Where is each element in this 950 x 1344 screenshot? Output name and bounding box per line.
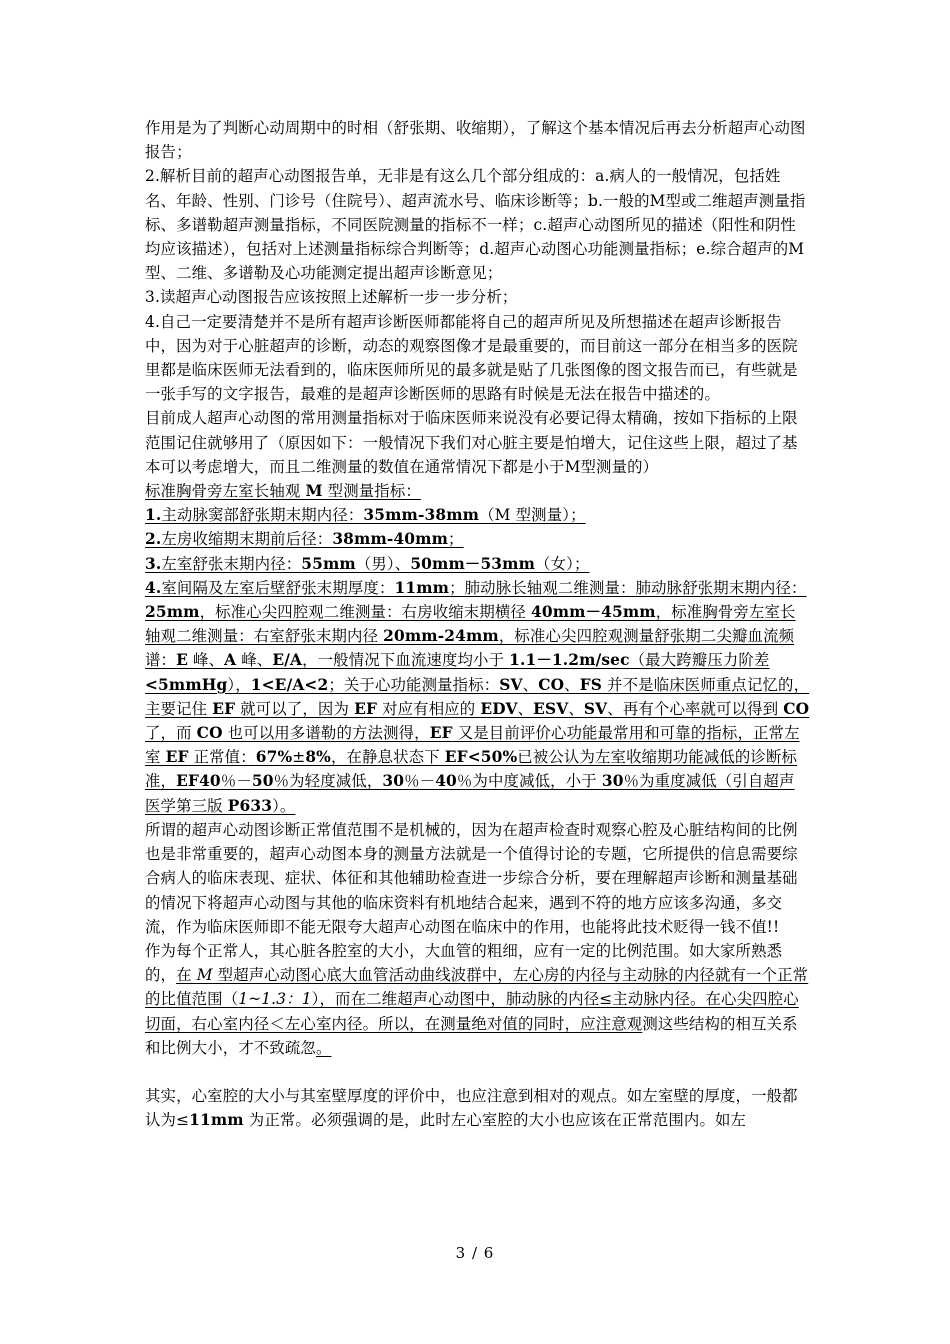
paragraph-spacer xyxy=(145,1060,810,1084)
indicator-left-ventricle: 3.左室舒张末期内径：55mm（男）、50mm－53mm（女）； xyxy=(145,554,590,573)
paragraph-limitations: 4.自己一定要清楚并不是所有超声诊断医师都能将自己的超声所见及所想描述在超声诊断报告中，因为对于心脏超声的诊断，动态的观察图像才是最重要的，而目前这一部分在相当多的医院里都是临床医师无法看到的，临床医师所见的最多就是贴了几张图像的图文报告而已，有些就是一张手写的文字报告，最难的是超声诊断医师的思路有时候是无法在报告中描述的。 xyxy=(145,312,798,404)
paragraph-report-structure: 2.解析目前的超声心动图报告单，无非是有这么几个部分组成的：a.病人的一般情况，包括姓名、年龄、性别、门诊号（住院号）、超声流水号、临床诊断等；b.一般的M型或二维超声测量指标、多谱勒超声测量指标，不同医院测量的指标不一样；c.超声心动图所见的描述（阳性和阴性均应该描述），包括对上述测量指标综合判断等；d.超声心动图心功能测量指标；e.综合超声的M型、二维、多谱勒及心功能测定提出超声诊断意见； xyxy=(145,167,806,283)
ratio-underlined-text: 在 M 型超声心动图心底大血管活动曲线波群中，左心房的内径与主动脉的内径就有一个正常的比值范围（1~1.3：1），而在二维超声心动图中，肺动脉的内径≤主动脉内径。在心尖四腔心切面，右心室内径＜左心室内径。所以，在测量绝对值的同时，应注意观 xyxy=(145,966,809,1033)
indicator-aortic-root: 1.主动脉窦部舒张期末期内径：35mm-38mm（M 型测量）； xyxy=(145,506,586,525)
indicator-wall-thickness-and-function: 4.室间隔及左室后壁舒张末期厚度：11mm；肺动脉长轴观二维测量：肺动脉舒张期末期内径：25mm，标准心尖四腔观二维测量：右房收缩末期横径 40mm－45mm，标准胸骨旁左室长轴观二维测量：右室舒张末期内径 20mm-24mm，标准心尖四腔观测量舒张期二尖瓣血流频谱：E 峰、A 峰、E/A，一般情况下血流速度均小于 1.1－1.2m/sec（最大跨瓣压力阶差 <5mmHg），1<E/A<2；关于心功能测量指标：SV、CO、FS 并不是临床医师重点记忆的，主要记住 EF 就可以了，因为 EF 对应有相应的 EDV、ESV、SV、再有个心率就可以得到 CO 了，而 CO 也可以用多谱勒的方法测得，EF 又是目前评价心功能最常用和可靠的指标，正常左室 EF 正常值：67%±8%，在静息状态下 EF<50%已被公认为左室收缩期功能减低的诊断标准，EF40％－50％为轻度减低，30％－40％为中度减低，小于 30％为重度减低（引自超声医学第三版 P633）。 xyxy=(145,578,810,815)
document-body xyxy=(145,116,810,1132)
paragraph-measurement-intro: 目前成人超声心动图的常用测量指标对于临床医师来说没有必要记得太精确，按如下指标的上限范围记住就够用了（原因如下：一般情况下我们对心脏主要是怕增大，记住这些上限，超过了基本可以考虑增大，而且二维测量的数值在通常情况下都是小于M型测量的） xyxy=(145,409,798,476)
paragraph-intro: 作用是为了判断心动周期中的时相（舒张期、收缩期），了解这个基本情况后再去分析超声心动图报告； xyxy=(145,119,806,162)
paragraph-chamber-ratio: 作为每个正常人，其心脏各腔室的大小，大血管的粗细，应有一定的比例范围。如大家所熟悉的，在 M 型超声心动图心底大血管活动曲线波群中，左心房的内径与主动脉的内径就有一个正常的比值范围（1~1.3：1），而在二维超声心动图中，肺动脉的内径≤主动脉内径。在心尖四腔心切面，右心室内径＜左心室内径。所以，在测量绝对值的同时，应注意观测这些结构的相互关系和比例大小，才不致疏忽。 xyxy=(145,941,809,1057)
indicator-left-atrium: 2.左房收缩期末期前后径：38mm-40mm； xyxy=(145,530,464,549)
paragraph-read-steps: 3.读超声心动图报告应该按照上述解析一步一步分析； xyxy=(145,288,518,307)
paragraph-normal-range-discussion: 所谓的超声心动图诊断正常值范围不是机械的，因为在超声检查时观察心腔及心脏结构间的比例也是非常重要的，超声心动图本身的测量方法就是一个值得讨论的专题，它所提供的信息需要综合病人的临床表现、症状、体征和其他辅助检查进一步综合分析，要在理解超声诊断和测量基础的情况下将超声心动图与其他的临床资料有机地结合起来，遇到不符的地方应该多沟通，多交流，作为临床医师即不能无限夸大超声心动图在临床中的作用，也能将此技术贬得一钱不值!! xyxy=(145,820,798,936)
section-heading-m-mode: 标准胸骨旁左室长轴观 M 型测量指标： xyxy=(145,482,421,501)
page-number: 3 / 6 xyxy=(455,1244,495,1262)
paragraph-wall-thickness-relative: 其实，心室腔的大小与其室壁厚度的评价中，也应注意到相对的观点。如左室壁的厚度，一般都认为≤11mm 为正常。必须强调的是，此时左心室腔的大小也应该在正常范围内。如左 xyxy=(145,1086,798,1130)
